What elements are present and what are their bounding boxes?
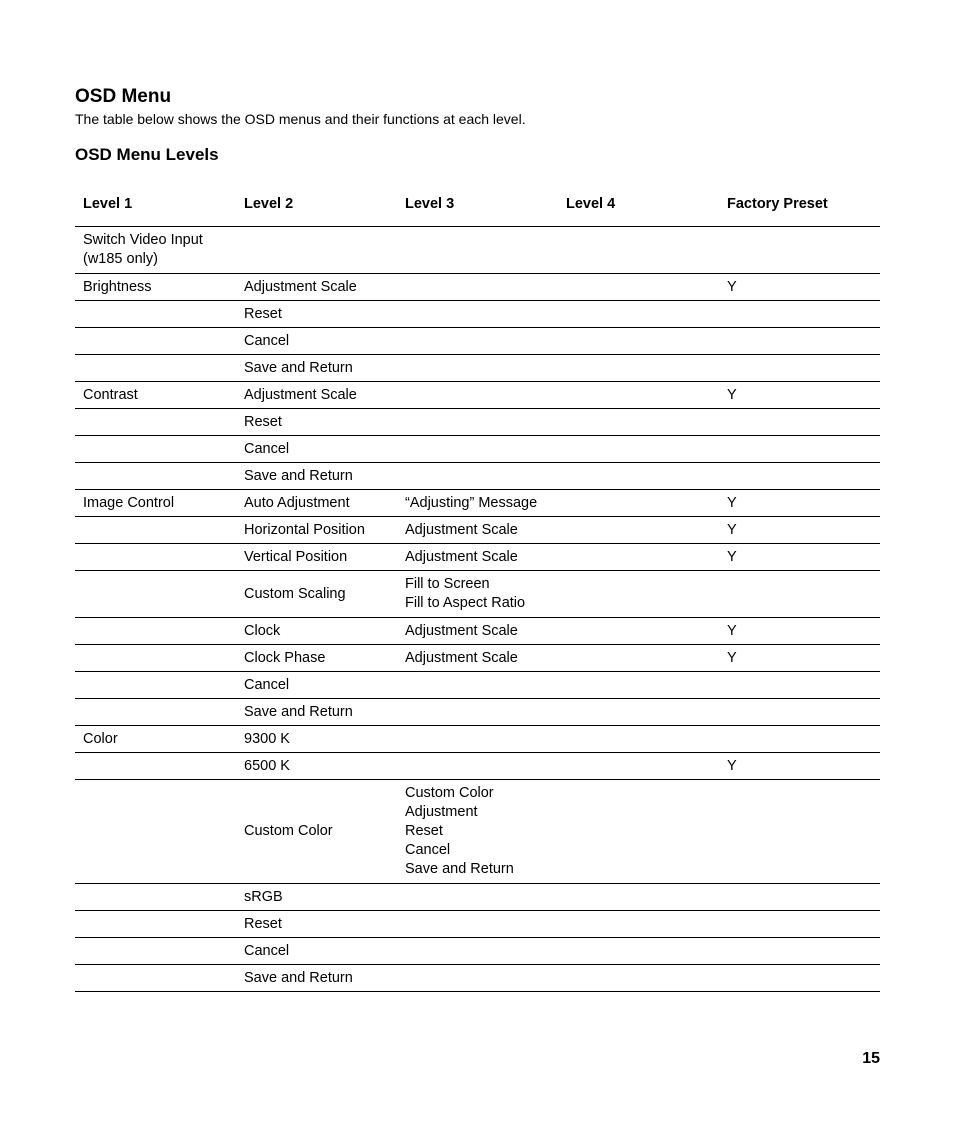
cell-line: sRGB xyxy=(244,889,283,905)
cell-line: (w185 only) xyxy=(83,251,158,267)
level-2-cell xyxy=(236,699,397,726)
table-row xyxy=(75,699,880,726)
level-4-cell xyxy=(558,355,719,382)
level-4-cell xyxy=(558,571,719,618)
level-4-cell xyxy=(558,517,719,544)
level-1-cell xyxy=(75,780,236,884)
level-3-cell xyxy=(397,726,558,753)
level-4-cell xyxy=(558,490,719,517)
level-3-cell xyxy=(397,544,558,571)
factory-preset-cell xyxy=(719,382,880,409)
level-2-cell xyxy=(236,672,397,699)
level-4-cell xyxy=(558,409,719,436)
factory-preset-cell xyxy=(719,753,880,780)
factory-preset-cell xyxy=(719,409,880,436)
factory-preset-cell xyxy=(719,780,880,884)
page-title: OSD Menu xyxy=(75,86,172,107)
cell-line: Adjustment Scale xyxy=(244,279,357,295)
level-1-cell xyxy=(75,382,236,409)
level-2-cell xyxy=(236,780,397,884)
level-1-cell xyxy=(75,672,236,699)
table-row xyxy=(75,544,880,571)
cell-line: Y xyxy=(727,522,737,538)
cell-line: Adjustment xyxy=(405,804,478,820)
cell-line: Save and Return xyxy=(244,360,353,376)
level-1-cell xyxy=(75,490,236,517)
level-3-cell xyxy=(397,382,558,409)
level-2-cell xyxy=(236,726,397,753)
level-3-cell xyxy=(397,517,558,544)
level-1-cell xyxy=(75,571,236,618)
level-1-cell xyxy=(75,409,236,436)
level-2-cell xyxy=(236,382,397,409)
cell-line: Contrast xyxy=(83,387,138,403)
level-4-cell xyxy=(558,699,719,726)
intro-text: The table below shows the OSD menus and their functions at each level. xyxy=(75,111,526,127)
cell-line: “Adjusting” Message xyxy=(405,495,538,511)
level-2-cell xyxy=(236,436,397,463)
level-3-cell xyxy=(397,490,558,517)
cell-line: Y xyxy=(727,549,737,565)
level-4-cell xyxy=(558,911,719,938)
level-3-cell xyxy=(397,274,558,301)
level-1-cell xyxy=(75,938,236,965)
factory-preset-cell xyxy=(719,355,880,382)
level-4-cell xyxy=(558,274,719,301)
level-3-cell xyxy=(397,753,558,780)
level-1-cell xyxy=(75,274,236,301)
level-3-cell xyxy=(397,672,558,699)
factory-preset-cell xyxy=(719,328,880,355)
cell-line: Adjustment Scale xyxy=(405,623,518,639)
level-2-cell xyxy=(236,355,397,382)
level-2-cell xyxy=(236,645,397,672)
level-2-cell xyxy=(236,227,397,274)
cell-line: 9300 K xyxy=(244,731,290,747)
table-header-row xyxy=(75,181,880,227)
table-row xyxy=(75,571,880,618)
level-1-cell xyxy=(75,911,236,938)
table-row xyxy=(75,328,880,355)
table-row xyxy=(75,753,880,780)
level-1-cell xyxy=(75,517,236,544)
level-3-cell xyxy=(397,328,558,355)
cell-line: Fill to Aspect Ratio xyxy=(405,595,526,611)
table-row xyxy=(75,780,880,884)
level-2-cell xyxy=(236,911,397,938)
cell-line: Y xyxy=(727,758,737,774)
document-page xyxy=(75,86,880,992)
factory-preset-cell xyxy=(719,301,880,328)
cell-line: Custom Scaling xyxy=(244,585,346,602)
factory-preset-cell xyxy=(719,463,880,490)
cell-line: Save and Return xyxy=(405,861,514,877)
level-1-cell xyxy=(75,753,236,780)
table-row xyxy=(75,965,880,992)
table-row xyxy=(75,355,880,382)
level-4-cell xyxy=(558,463,719,490)
column-header-factory-preset: Factory Preset xyxy=(719,181,880,227)
level-3-cell xyxy=(397,938,558,965)
level-4-cell xyxy=(558,965,719,992)
cell-line: Save and Return xyxy=(244,970,353,986)
level-3-cell xyxy=(397,355,558,382)
level-4-cell xyxy=(558,328,719,355)
level-1-cell xyxy=(75,618,236,645)
cell-line: Cancel xyxy=(244,677,290,693)
factory-preset-cell xyxy=(719,911,880,938)
cell-line: 6500 K xyxy=(244,758,290,774)
section-title: OSD Menu Levels xyxy=(75,145,219,164)
cell-line: Adjustment Scale xyxy=(244,387,357,403)
level-3-cell xyxy=(397,463,558,490)
level-1-cell xyxy=(75,227,236,274)
column-header-level-4: Level 4 xyxy=(558,181,719,227)
cell-line: Y xyxy=(727,623,737,639)
level-4-cell xyxy=(558,544,719,571)
level-2-cell xyxy=(236,544,397,571)
level-2-cell xyxy=(236,753,397,780)
level-4-cell xyxy=(558,672,719,699)
level-2-cell xyxy=(236,409,397,436)
level-4-cell xyxy=(558,938,719,965)
level-3-cell xyxy=(397,618,558,645)
cell-line: Save and Return xyxy=(244,704,353,720)
table-row xyxy=(75,409,880,436)
level-2-cell xyxy=(236,965,397,992)
table-row xyxy=(75,301,880,328)
level-4-cell xyxy=(558,618,719,645)
table-row xyxy=(75,672,880,699)
factory-preset-cell xyxy=(719,517,880,544)
factory-preset-cell xyxy=(719,645,880,672)
cell-line: Reset xyxy=(244,306,282,322)
column-header-level-3: Level 3 xyxy=(397,181,558,227)
cell-line: Custom Color xyxy=(405,785,494,801)
factory-preset-cell xyxy=(719,571,880,618)
level-2-cell xyxy=(236,571,397,618)
level-1-cell xyxy=(75,301,236,328)
factory-preset-cell xyxy=(719,618,880,645)
factory-preset-cell xyxy=(719,699,880,726)
level-2-cell xyxy=(236,301,397,328)
level-2-cell xyxy=(236,463,397,490)
table-row xyxy=(75,618,880,645)
table-row xyxy=(75,463,880,490)
level-2-cell xyxy=(236,517,397,544)
level-1-cell xyxy=(75,699,236,726)
level-3-cell xyxy=(397,699,558,726)
level-3-cell xyxy=(397,301,558,328)
column-header-level-2: Level 2 xyxy=(236,181,397,227)
table-row xyxy=(75,382,880,409)
factory-preset-cell xyxy=(719,884,880,911)
cell-line: Cancel xyxy=(244,441,290,457)
level-1-cell xyxy=(75,436,236,463)
level-1-cell xyxy=(75,463,236,490)
column-header-level-1: Level 1 xyxy=(75,181,236,227)
cell-line: Save and Return xyxy=(244,468,353,484)
table-row xyxy=(75,490,880,517)
cell-line: Cancel xyxy=(405,842,451,858)
level-2-cell xyxy=(236,490,397,517)
level-3-cell xyxy=(397,571,558,618)
factory-preset-cell xyxy=(719,672,880,699)
cell-line: Brightness xyxy=(83,279,152,295)
table-row xyxy=(75,726,880,753)
level-1-cell xyxy=(75,328,236,355)
cell-line: Color xyxy=(83,731,118,747)
level-1-cell xyxy=(75,355,236,382)
level-2-cell xyxy=(236,274,397,301)
cell-line: Adjustment Scale xyxy=(405,650,518,666)
level-4-cell xyxy=(558,753,719,780)
cell-line: Switch Video Input xyxy=(83,232,203,248)
cell-line: Cancel xyxy=(244,943,290,959)
factory-preset-cell xyxy=(719,274,880,301)
level-1-cell xyxy=(75,645,236,672)
level-3-cell xyxy=(397,436,558,463)
cell-line: Clock Phase xyxy=(244,650,326,666)
cell-line: Adjustment Scale xyxy=(405,549,518,565)
cell-line: Adjustment Scale xyxy=(405,522,518,538)
level-4-cell xyxy=(558,884,719,911)
factory-preset-cell xyxy=(719,436,880,463)
cell-line: Horizontal Position xyxy=(244,522,365,538)
level-2-cell xyxy=(236,884,397,911)
cell-line: Reset xyxy=(244,414,282,430)
table-row xyxy=(75,274,880,301)
level-4-cell xyxy=(558,227,719,274)
cell-line: Fill to Screen xyxy=(405,576,490,592)
level-4-cell xyxy=(558,301,719,328)
factory-preset-cell xyxy=(719,227,880,274)
table-row xyxy=(75,517,880,544)
page-number: 15 xyxy=(862,1050,880,1067)
factory-preset-cell xyxy=(719,938,880,965)
level-4-cell xyxy=(558,726,719,753)
table-row xyxy=(75,227,880,274)
level-2-cell xyxy=(236,328,397,355)
cell-line: Y xyxy=(727,279,737,295)
level-1-cell xyxy=(75,726,236,753)
cell-line: Cancel xyxy=(244,333,290,349)
level-4-cell xyxy=(558,436,719,463)
level-1-cell xyxy=(75,965,236,992)
cell-line: Y xyxy=(727,495,737,511)
level-4-cell xyxy=(558,780,719,884)
table-body xyxy=(75,227,880,992)
cell-line: Reset xyxy=(244,916,282,932)
table-row xyxy=(75,884,880,911)
level-3-cell xyxy=(397,227,558,274)
table-row xyxy=(75,911,880,938)
table-row xyxy=(75,645,880,672)
level-3-cell xyxy=(397,965,558,992)
level-3-cell xyxy=(397,780,558,884)
level-3-cell xyxy=(397,884,558,911)
factory-preset-cell xyxy=(719,544,880,571)
cell-line: Image Control xyxy=(83,495,175,511)
table-row xyxy=(75,938,880,965)
level-3-cell xyxy=(397,409,558,436)
level-4-cell xyxy=(558,645,719,672)
cell-line: Vertical Position xyxy=(244,549,348,565)
level-2-cell xyxy=(236,618,397,645)
cell-line: Y xyxy=(727,650,737,666)
level-3-cell xyxy=(397,911,558,938)
level-2-cell xyxy=(236,938,397,965)
table-row xyxy=(75,436,880,463)
factory-preset-cell xyxy=(719,965,880,992)
level-1-cell xyxy=(75,884,236,911)
level-3-cell xyxy=(397,645,558,672)
level-4-cell xyxy=(558,382,719,409)
cell-line: Reset xyxy=(405,823,443,839)
osd-menu-table xyxy=(75,181,880,992)
cell-line: Clock xyxy=(244,623,281,639)
cell-line: Custom Color xyxy=(244,823,333,839)
factory-preset-cell xyxy=(719,726,880,753)
cell-line: Auto Adjustment xyxy=(244,495,350,511)
factory-preset-cell xyxy=(719,490,880,517)
level-1-cell xyxy=(75,544,236,571)
cell-line: Y xyxy=(727,387,737,403)
